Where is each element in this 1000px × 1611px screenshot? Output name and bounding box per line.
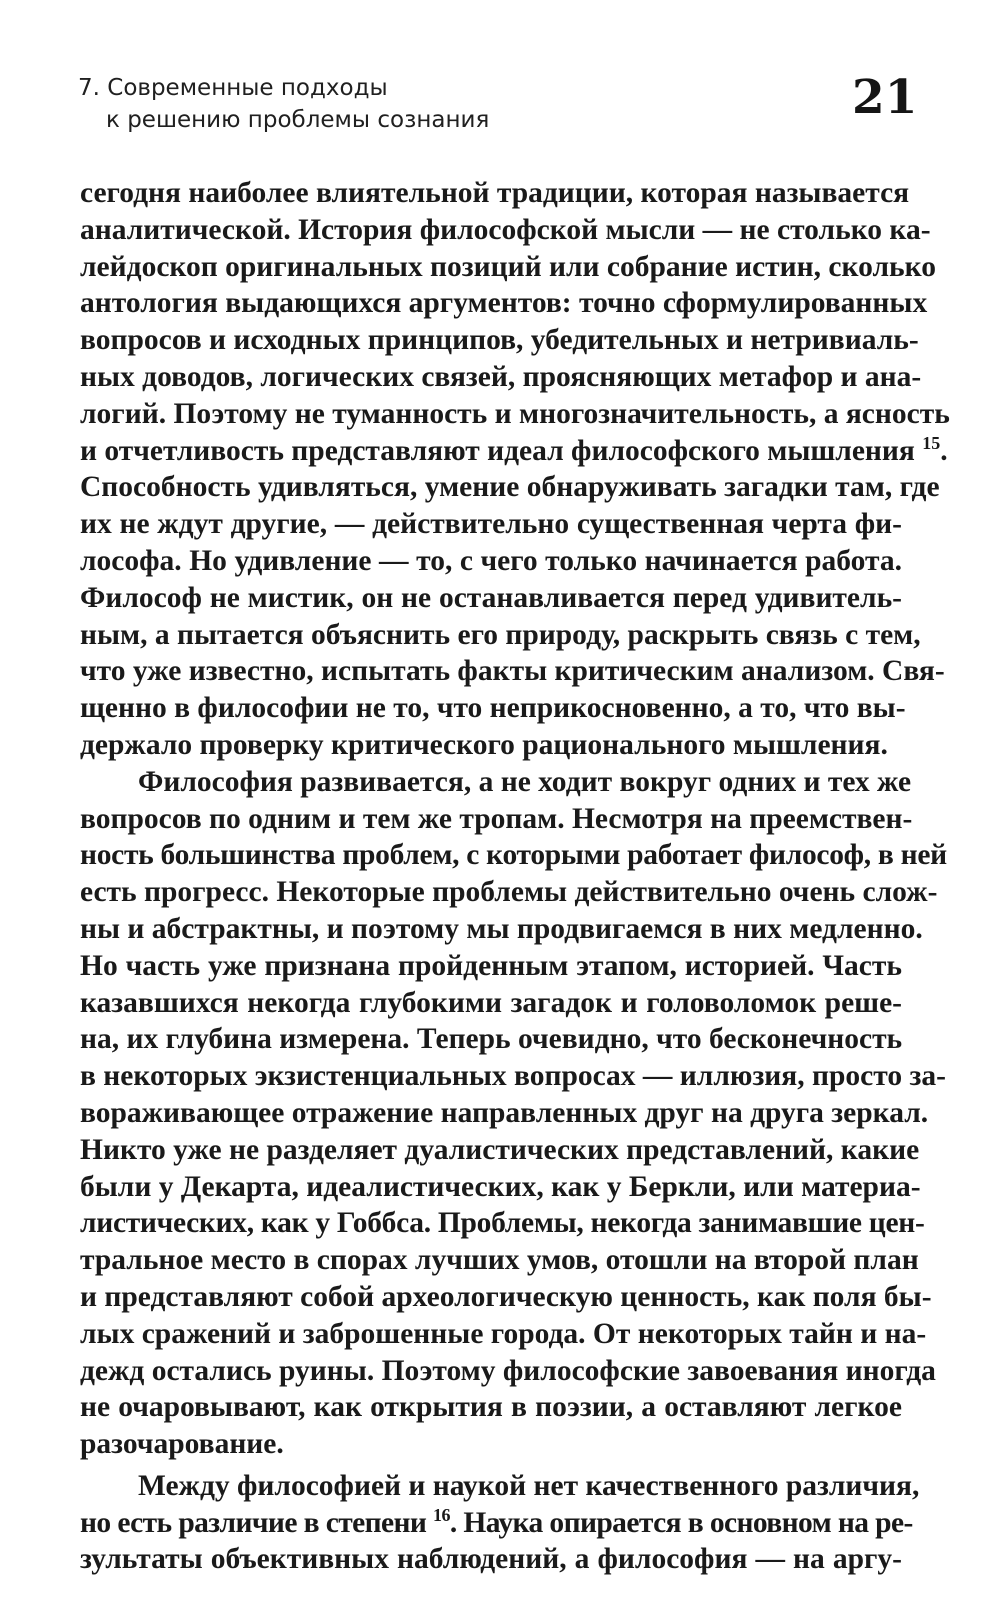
text-line: щенно в философии не то, что неприкосновенно, а то, что вы- [80, 692, 906, 725]
text-line: лых сражений и заброшенные города. От некоторых тайн и на- [80, 1317, 927, 1350]
footnote-reference: 15 [922, 432, 941, 453]
text-line: ны и абстрактны, и поэтому мы продвигаемся в них медленно. [80, 912, 923, 945]
footnote-reference: 16 [433, 1504, 450, 1525]
text-line: вопросов и исходных принципов, убедительных и нетривиаль- [80, 324, 919, 357]
text-line: сегодня наиболее влиятельной традиции, которая называется [80, 177, 910, 209]
text-line: на, их глубина измерена. Теперь очевидно, что бесконечность [80, 1023, 903, 1056]
text-line: разочарование. [80, 1428, 284, 1461]
text-line: лейдоскоп оригинальных позиций или собрание истин, сколько [80, 250, 936, 283]
text-line: Никто уже не разделяет дуалистических представлений, какие [80, 1133, 920, 1166]
body-text [80, 175, 950, 1578]
text-line: логий. Поэтому не туманность и многозначительность, а ясность [80, 397, 950, 430]
page-number: 21 [852, 70, 918, 125]
text-line: ность большинства проблем, с которыми работает философ, в ней [80, 839, 947, 872]
text-line: в некоторых экзистенциальных вопросах — иллюзия, просто за- [80, 1060, 946, 1093]
text-line: их не ждут другие, — действительно существенная черта фи- [80, 508, 902, 541]
text-line: что уже известно, испытать факты критическим анализом. Свя- [80, 655, 945, 688]
text-line: есть прогресс. Некоторые проблемы действительно очень слож- [80, 876, 938, 909]
text-line: казавшихся некогда глубокими загадок и головоломок реше- [80, 986, 902, 1019]
text-line: ным, а пытается объяснить его природу, раскрыть связь с тем, [80, 618, 921, 651]
running-head [78, 72, 489, 136]
text-line: вораживающее отражение направленных друг на друга зеркал. [80, 1096, 929, 1129]
text-line: Между философией и наукой нет качественного различия, [138, 1469, 920, 1502]
text-line-with-footnote [80, 1504, 913, 1542]
text-line: Способность удивляться, умение обнаруживать загадки там, где [80, 471, 940, 504]
text-line: и представляют собой археологическую ценность, как поля бы- [80, 1280, 932, 1313]
text-line: держало проверку критического рационального мышления. [80, 728, 888, 761]
text-line: ных доводов, логических связей, проясняющих метафор и ана- [80, 360, 922, 393]
text-fragment: и отчетливость представляют идеал философского мышления [80, 434, 915, 467]
text-line: зультаты объективных наблюдений, а философия — на аргу- [80, 1543, 902, 1576]
text-line: аналитической. История философской мысли — не столько ка- [80, 213, 931, 246]
text-line-with-footnote [80, 432, 948, 470]
text-line: листических, как у Гоббса. Проблемы, некогда занимавшие цен- [80, 1207, 925, 1240]
running-head-line-2: к решению проблемы сознания [106, 107, 490, 133]
text-line: были у Декарта, идеалистических, как у Беркли, или материа- [80, 1170, 921, 1203]
running-head-line-1: 7. Современные подходы [78, 75, 388, 101]
text-line: Философия развивается, а не ходит вокруг одних и тех же [138, 765, 912, 798]
text-line: Но часть уже признана пройденным этапом, историей. Часть [80, 949, 902, 982]
text-line: тральное место в спорах лучших умов, отошли на второй план [80, 1244, 919, 1277]
text-line: Философ не мистик, он не останавливается перед удивитель- [80, 581, 902, 614]
text-line: не очаровывают, как открытия в поэзии, а оставляют легкое [80, 1391, 902, 1424]
text-fragment: . Наука опирается в основном на ре- [449, 1506, 913, 1539]
text-line: антология выдающихся аргументов: точно сформулированных [80, 287, 928, 320]
text-line: вопросов по одним и тем же тропам. Несмотря на преемствен- [80, 802, 913, 835]
text-line: лософа. Но удивление — то, с чего только начинается работа. [80, 544, 902, 577]
text-fragment: . [940, 434, 948, 467]
text-fragment: но есть различие в степени [80, 1506, 427, 1539]
text-line: дежд остались руины. Поэтому философские завоевания иногда [80, 1354, 936, 1387]
